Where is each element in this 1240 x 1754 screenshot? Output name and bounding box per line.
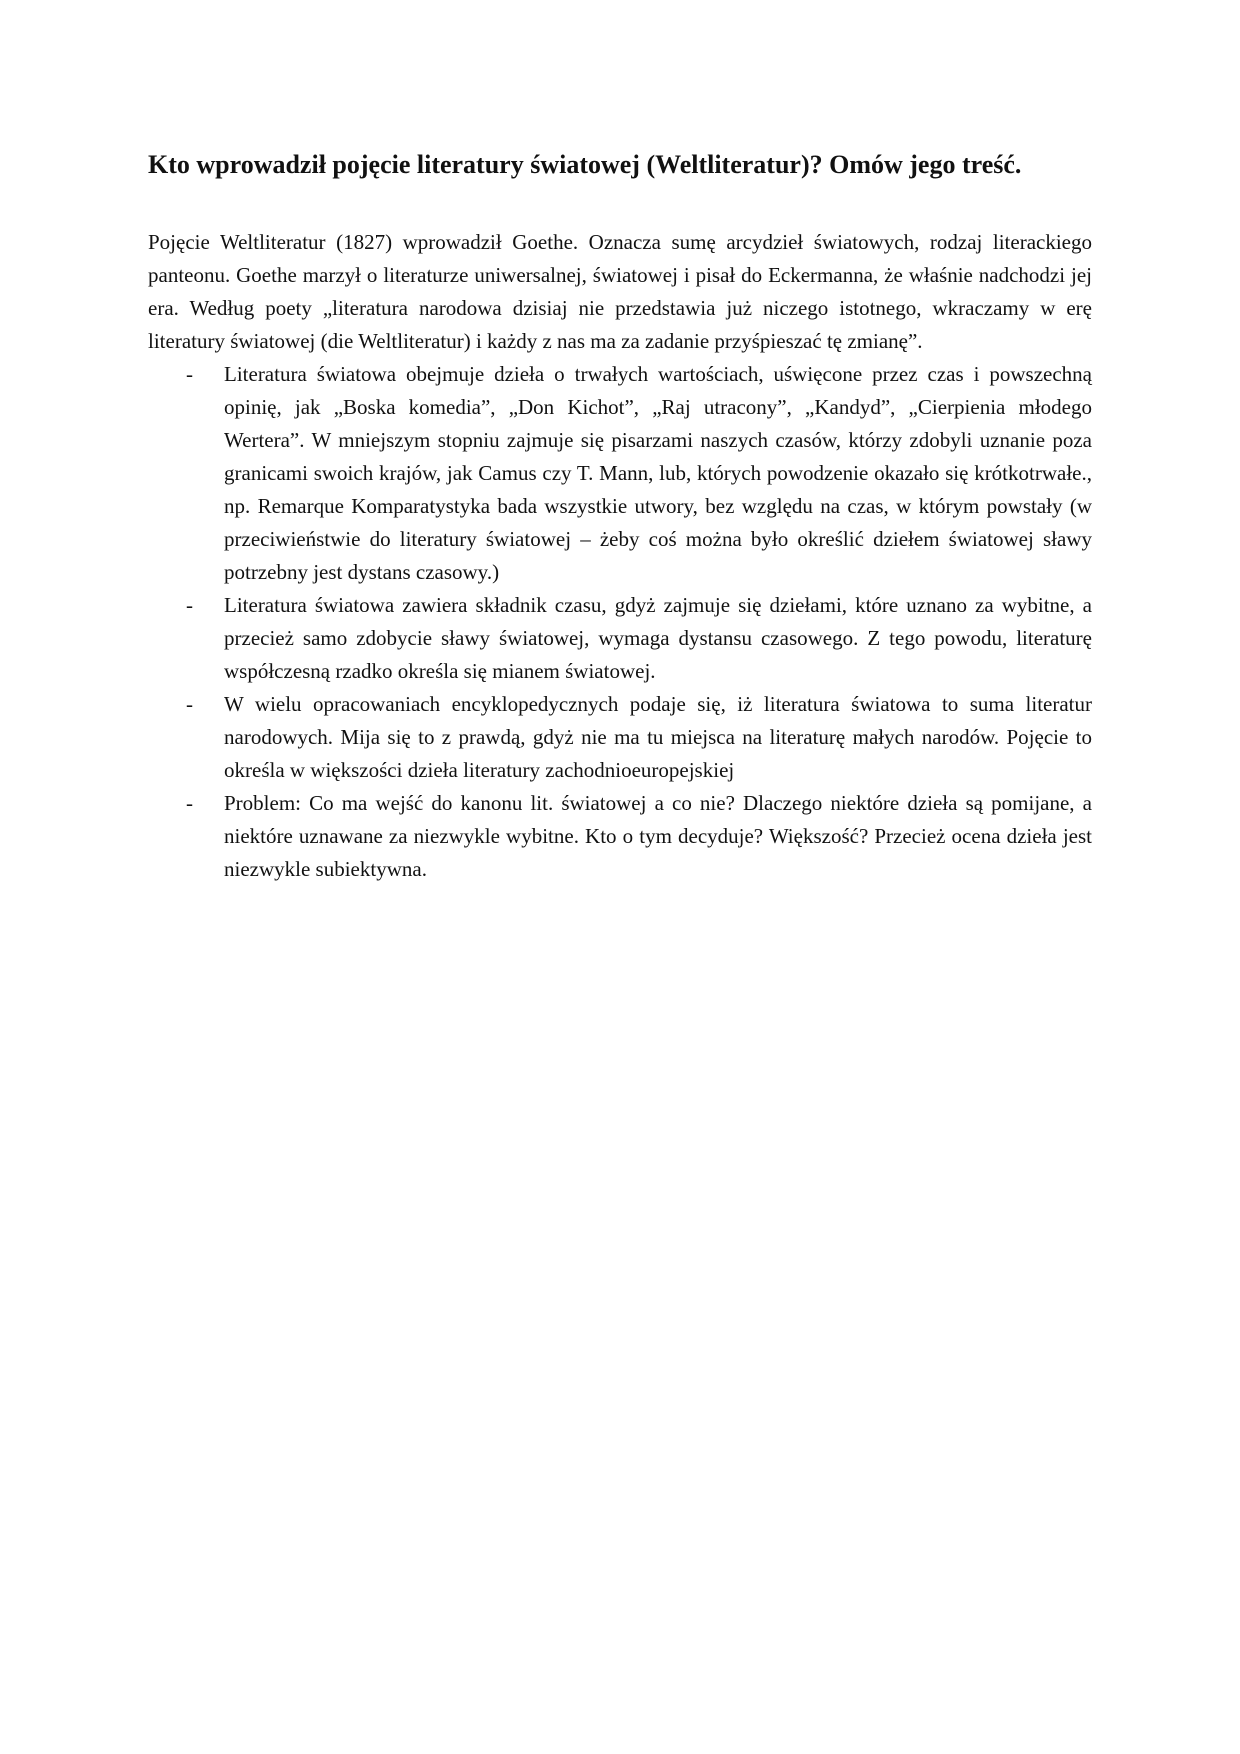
bullet-dash: - <box>186 593 193 617</box>
bullet-list <box>148 358 1092 886</box>
bullet-dash: - <box>186 791 193 815</box>
list-item-text: Literatura światowa zawiera składnik czasu, gdyż zajmuje się dziełami, które uznano za wybitne, a przecież samo zdobycie sławy światowej, wymaga dystansu czasowego. Z tego powodu, literaturę współczesną rzadko określa się mianem światowej. <box>224 593 1092 683</box>
intro-paragraph: Pojęcie Weltliteratur (1827) wprowadził Goethe. Oznacza sumę arcydzieł światowych, rodzaj literackiego panteonu. Goethe marzył o literaturze uniwersalnej, światowej i pisał do Eckermanna, że właśnie nadchodzi jej era. Według poety „literatura narodowa dzisiaj nie przedstawia już niczego istotnego, wkraczamy w erę literatury światowej (die Weltliteratur) i każdy z nas ma za zadanie przyśpieszać tę zmianę”. <box>148 230 1092 353</box>
list-item-text: Literatura światowa obejmuje dzieła o trwałych wartościach, uświęcone przez czas i powszechną opinię, jak „Boska komedia”, „Don Kichot”, „Raj utracony”, „Kandyd”, „Cierpienia młodego Wertera”. W mniejszym stopniu zajmuje się pisarzami naszych czasów, którzy zdobyli uznanie poza granicami swoich krajów, jak Camus czy T. Mann, lub, których powodzenie okazało się krótkotrwałe., np. Remarque Komparatystyka bada wszystkie utwory, bez względu na czas, w którym powstały (w przeciwieństwie do literatury światowej – żeby coś można było określić dziełem światowej sławy potrzebny jest dystans czasowy.) <box>224 362 1092 584</box>
list-item <box>148 688 1092 787</box>
document-content <box>148 146 1092 886</box>
document-title: Kto wprowadził pojęcie literatury światowej (Weltliteratur)? Omów jego treść. <box>148 150 1022 179</box>
list-item <box>148 589 1092 688</box>
bullet-dash: - <box>186 692 193 716</box>
bullet-dash: - <box>186 362 193 386</box>
list-item <box>148 358 1092 589</box>
list-item <box>148 787 1092 886</box>
list-item-text: W wielu opracowaniach encyklopedycznych podaje się, iż literatura światowa to suma literatur narodowych. Mija się to z prawdą, gdyż nie ma tu miejsca na literaturę małych narodów. Pojęcie to określa w większości dzieła literatury zachodnioeuropejskiej <box>224 692 1092 782</box>
list-item-text: Problem: Co ma wejść do kanonu lit. światowej a co nie? Dlaczego niektóre dzieła są pomijane, a niektóre uznawane za niezwykle wybitne. Kto o tym decyduje? Większość? Przecież ocena dzieła jest niezwykle subiektywna. <box>224 791 1092 881</box>
